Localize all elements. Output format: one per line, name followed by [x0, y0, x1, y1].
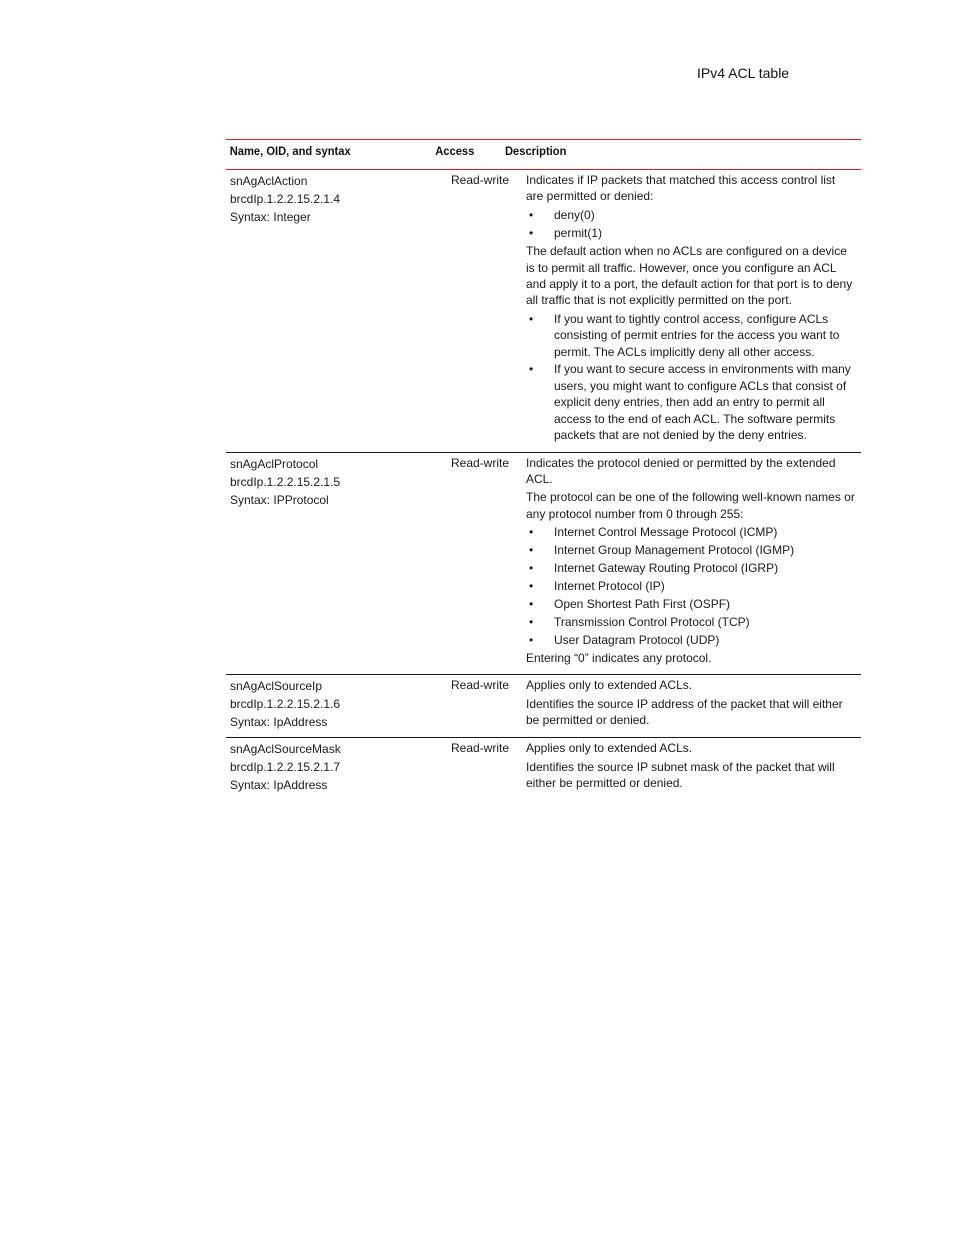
description-cell — [526, 740, 861, 794]
object-syntax: Syntax: Integer — [230, 210, 311, 224]
list-item-text: If you want to tightly control access, configure ACLs consisting of permit entries for the access you want to permit. The ACLs implicitly deny all other access. — [554, 311, 840, 359]
column-header-name: Name, OID, and syntax — [229, 144, 351, 158]
object-syntax: Syntax: IPProtocol — [230, 492, 329, 507]
list-item-text: permit(1) — [554, 225, 603, 240]
description-cell — [526, 677, 861, 731]
list-item — [526, 524, 855, 540]
object-name: snAgAclSourceIp — [230, 679, 323, 694]
description-cell — [526, 455, 861, 669]
object-syntax: Syntax: IpAddress — [230, 778, 328, 793]
table-body — [226, 170, 861, 800]
list-item-text: Transmission Control Protocol (TCP) — [554, 614, 750, 629]
bullet-list — [526, 524, 855, 648]
bullet-icon: • — [529, 632, 534, 647]
list-item — [526, 361, 855, 443]
table-row — [226, 738, 861, 800]
list-item — [526, 578, 855, 594]
description-paragraph: Identifies the source IP subnet mask of the packet that will either be permitted or denied. — [526, 759, 835, 791]
list-item-text: deny(0) — [554, 207, 595, 222]
description-paragraph: Entering “0” indicates any protocol. — [526, 650, 712, 665]
list-item-text: User Datagram Protocol (UDP) — [554, 632, 720, 647]
list-item — [526, 560, 855, 576]
object-name-cell — [226, 677, 451, 731]
bullet-icon: • — [529, 578, 534, 593]
access-cell: Read-write — [451, 455, 510, 470]
bullet-icon: • — [529, 525, 534, 540]
access-cell: Read-write — [451, 678, 510, 693]
object-oid: brcdIp.1.2.2.15.2.1.4 — [230, 192, 341, 206]
description-paragraph: The protocol can be one of the following well-known names or any protocol number from 0 through 255: — [526, 490, 855, 521]
bullet-icon: • — [529, 311, 534, 326]
object-syntax: Syntax: IpAddress — [230, 715, 328, 730]
acl-table — [226, 139, 861, 800]
list-item-text: Internet Control Message Protocol (ICMP) — [554, 525, 778, 540]
object-name-cell — [226, 172, 451, 446]
bullet-icon: • — [529, 614, 534, 629]
description-paragraph: Applies only to extended ACLs. — [526, 678, 693, 693]
access-cell: Read-write — [451, 173, 510, 187]
object-oid: brcdIp.1.2.2.15.2.1.6 — [230, 697, 341, 712]
list-item-text: Internet Gateway Routing Protocol (IGRP) — [554, 560, 779, 575]
list-item — [526, 311, 855, 360]
bullet-icon: • — [529, 560, 534, 575]
access-cell: Read-write — [451, 741, 510, 756]
list-item-text: If you want to secure access in environments with many users, you might want to configure ACLs that consist of explicit deny entries, then add an entry to permit all access to the end of each ACL. The software permits packets that are not denied by the deny entries. — [554, 362, 851, 443]
object-name: snAgAclSourceMask — [230, 742, 341, 757]
object-oid: brcdIp.1.2.2.15.2.1.7 — [230, 760, 341, 775]
list-item — [526, 614, 855, 630]
list-item — [526, 632, 855, 648]
list-item — [526, 207, 855, 223]
list-item-text: Internet Protocol (IP) — [554, 578, 665, 593]
object-oid: brcdIp.1.2.2.15.2.1.5 — [230, 474, 341, 489]
description-cell — [526, 172, 861, 446]
object-name: snAgAclAction — [230, 174, 308, 188]
column-header-description: Description — [505, 144, 567, 158]
list-item-text: Open Shortest Path First (OSPF) — [554, 596, 731, 611]
bullet-icon: • — [529, 225, 534, 240]
bullet-icon: • — [529, 362, 534, 377]
list-item — [526, 225, 855, 241]
description-paragraph: Applies only to extended ACLs. — [526, 741, 693, 756]
column-header-access: Access — [435, 144, 475, 158]
object-name-cell — [226, 740, 451, 794]
bullet-list — [526, 311, 855, 444]
list-item — [526, 596, 855, 612]
bullet-list — [526, 207, 855, 241]
list-item — [526, 542, 855, 558]
table-row — [226, 170, 861, 453]
page-header-title: IPv4 ACL table — [697, 65, 790, 81]
list-item-text: Internet Group Management Protocol (IGMP) — [554, 543, 795, 558]
table-row — [226, 675, 861, 738]
object-name-cell — [226, 455, 451, 669]
bullet-icon: • — [529, 543, 534, 558]
bullet-icon: • — [529, 207, 534, 222]
table-row — [226, 453, 861, 676]
description-paragraph: Indicates the protocol denied or permitted by the extended ACL. — [526, 455, 836, 486]
description-paragraph: Indicates if IP packets that matched this access control list are permitted or denied: — [526, 173, 836, 204]
description-paragraph: Identifies the source IP address of the packet that will either be permitted or denied. — [526, 696, 843, 728]
object-name: snAgAclProtocol — [230, 456, 319, 471]
description-paragraph: The default action when no ACLs are configured on a device is to permit all traffic. However, once you configure an ACL and apply it to a port, the default action for that port is to deny all traffic that is not explicitly permitted on the port. — [526, 244, 853, 308]
bullet-icon: • — [529, 596, 534, 611]
table-header-row — [226, 140, 861, 169]
